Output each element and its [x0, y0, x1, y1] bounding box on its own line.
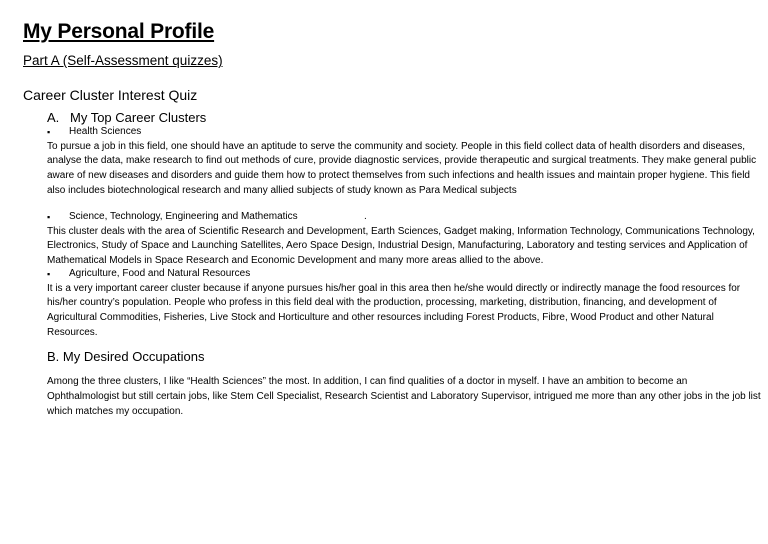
section-a-title: My Top Career Clusters [70, 110, 207, 125]
bullet-icon: ▪ [47, 269, 51, 279]
cluster-name: Agriculture, Food and Natural Resources [69, 268, 251, 279]
bullet-icon: ▪ [47, 212, 51, 222]
cluster-agriculture [47, 267, 762, 341]
cluster-name-trail: . [364, 211, 367, 222]
cluster-health-sciences [47, 125, 762, 199]
page-title: My Personal Profile [23, 20, 215, 43]
cluster-name: Health Sciences [69, 126, 142, 137]
cluster-description: This cluster deals with the area of Scientific Research and Development, Earth Sciences, Gadget making, Information Technology, Communications Technology, Electronics, Study of Space and Launching Satellites, Aero Space Design, Industrial Design, Manufacturing, Laboratory and testing services and Application of Mathematical Models in Space Research and Economic Development and many more areas allied to the above. [47, 225, 755, 267]
section-a-heading [47, 110, 206, 125]
section-b-heading: B. My Desired Occupations [47, 349, 205, 364]
cluster-bullet-row [47, 125, 762, 140]
cluster-bullet-row [47, 267, 762, 282]
quiz-heading: Career Cluster Interest Quiz [23, 87, 198, 103]
cluster-bullet-row [47, 210, 762, 225]
cluster-description: It is a very important career cluster because if anyone pursues his/her goal in this area then he/she would directly or indirectly manage the food resources for his/her country’s population. People who profess in this field deal with the production, processing, marketing, distribution, financing, and development of Agricultural Commodities, Fisheries, Live Stock and Horticulture and other resources including Forest Products, Fibre, Wood Product and other Natural Resources. [47, 282, 741, 338]
cluster-name: Science, Technology, Engineering and Mathematics [69, 211, 298, 222]
section-a-letter: A. [47, 110, 60, 125]
cluster-description: To pursue a job in this field, one should have an aptitude to serve the community and society. People in this field collect data of health disorders and diseases, analyse the data, make research to find out methods of cure, provide diagnostic services, provide therapeutic and surgical treatments. They make general public aware of new diseases and disorders and guide them how to protect themselves from such infections and health issues and maintain proper hygiene. This field also includes biotechnological research and many allied subjects of study known as Para Medical subjects [47, 140, 757, 196]
bullet-icon: ▪ [47, 127, 51, 137]
part-heading: Part A (Self-Assessment quizzes) [23, 53, 223, 68]
section-b-paragraph: Among the three clusters, I like “Health Sciences” the most. In addition, I can find qualities of a doctor in myself. I have an ambition to become an Ophthalmologist but still certain jobs, like Stem Cell Specialist, Research Scientist and Laboratory Supervisor, intrigued me more than any other jobs in the job list which matches my occupation. [47, 376, 761, 417]
cluster-stem [47, 210, 762, 269]
